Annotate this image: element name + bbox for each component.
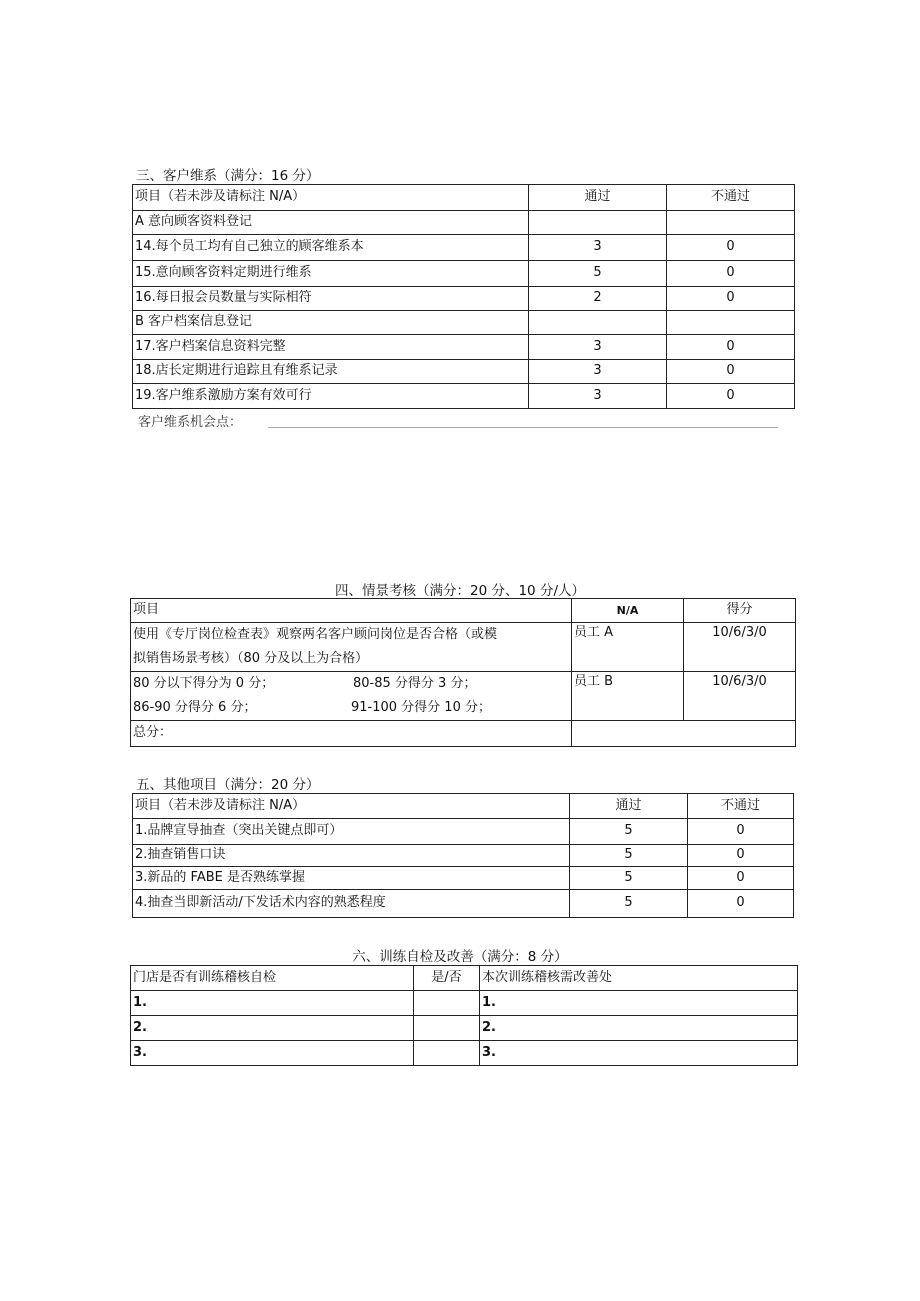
- section3-title: 三、客户维系（满分：16 分）: [136, 168, 320, 184]
- table-header-row: [131, 599, 796, 623]
- header-pass: 通过: [529, 185, 667, 211]
- table-row: [131, 672, 796, 721]
- row-fail: 0: [667, 287, 795, 311]
- table-row: [133, 235, 795, 261]
- row-item: 2.抽查销售口诀: [133, 845, 570, 867]
- row-pass: 5: [570, 819, 688, 845]
- table-row: [133, 360, 795, 384]
- improve-item[interactable]: 1.: [480, 991, 798, 1016]
- opportunity-label: 客户维系机会点：: [138, 415, 243, 430]
- yesno-cell[interactable]: [414, 1041, 480, 1066]
- group-b-label: B 客户档案信息登记: [133, 311, 529, 335]
- header-check: 门店是否有训练稽核自检: [131, 966, 414, 991]
- row-pass: 3: [529, 384, 667, 409]
- table-row: [131, 623, 796, 672]
- row-item: 19.客户维系激励方案有效可行: [133, 384, 529, 409]
- improve-item[interactable]: 3.: [480, 1041, 798, 1066]
- group-a-label: A 意向顾客资料登记: [133, 211, 529, 235]
- header-improve: 本次训练稽核需改善处: [480, 966, 798, 991]
- employee-b-score: 10/6/3/0: [684, 672, 796, 721]
- row-pass: 3: [529, 335, 667, 360]
- row-item: 16.每日报会员数量与实际相符: [133, 287, 529, 311]
- section6-table: [130, 965, 798, 1066]
- row-fail: 0: [667, 384, 795, 409]
- table-row: [133, 335, 795, 360]
- table-row: [133, 890, 794, 918]
- scenario-description: [131, 623, 572, 672]
- header-item: 项目（若未涉及请标注 N/A）: [133, 185, 529, 211]
- section3-table: [132, 184, 795, 409]
- row-fail: 0: [667, 360, 795, 384]
- row-fail: 0: [688, 890, 794, 918]
- row-fail: 0: [667, 335, 795, 360]
- employee-a-score: 10/6/3/0: [684, 623, 796, 672]
- total-row: [131, 721, 796, 747]
- section5-table: [132, 793, 794, 918]
- header-pass: 通过: [570, 794, 688, 819]
- row-item: 4.抽查当即新活动/下发话术内容的熟悉程度: [133, 890, 570, 918]
- group-row: [133, 211, 795, 235]
- header-na: N/A: [572, 599, 684, 623]
- check-item[interactable]: 3.: [131, 1041, 414, 1066]
- row-pass: 5: [529, 261, 667, 287]
- row-fail: 0: [667, 261, 795, 287]
- section5-title: 五、其他项目（满分：20 分）: [136, 777, 320, 793]
- row-pass: 5: [570, 890, 688, 918]
- table-header-row: [133, 185, 795, 211]
- improve-item[interactable]: 2.: [480, 1016, 798, 1041]
- yesno-cell[interactable]: [414, 991, 480, 1016]
- opportunity-input-line[interactable]: [268, 427, 778, 428]
- description-line-1: 使用《专厅岗位检查表》观察两名客户顾问岗位是否合格（或模: [133, 627, 498, 642]
- header-fail: 不通过: [688, 794, 794, 819]
- row-fail: 0: [688, 845, 794, 867]
- table-header-row: [133, 794, 794, 819]
- rule-4: 91-100 分得分 10 分；: [351, 700, 491, 715]
- total-label: 总分：: [131, 721, 572, 747]
- table-row: [131, 1016, 798, 1041]
- row-fail: 0: [688, 867, 794, 890]
- row-item: 3.新品的 FABE 是否熟练掌握: [133, 867, 570, 890]
- rule-2: 80-85 分得分 3 分；: [353, 676, 477, 691]
- check-item[interactable]: 2.: [131, 1016, 414, 1041]
- employee-a-label: 员工 A: [572, 623, 684, 672]
- header-fail: 不通过: [667, 185, 795, 211]
- row-item: 18.店长定期进行追踪且有维系记录: [133, 360, 529, 384]
- row-pass: 5: [570, 867, 688, 890]
- scoring-rules: [131, 672, 572, 721]
- total-value[interactable]: [572, 721, 796, 747]
- row-pass: 3: [529, 235, 667, 261]
- row-item: 17.客户档案信息资料完整: [133, 335, 529, 360]
- header-yesno: 是/否: [414, 966, 480, 991]
- row-pass: 2: [529, 287, 667, 311]
- row-item: 15.意向顾客资料定期进行维系: [133, 261, 529, 287]
- table-row: [131, 991, 798, 1016]
- yesno-cell[interactable]: [414, 1016, 480, 1041]
- table-row: [133, 384, 795, 409]
- table-row: [131, 1041, 798, 1066]
- row-pass: 3: [529, 360, 667, 384]
- section4-table: [130, 598, 796, 747]
- employee-b-label: 员工 B: [572, 672, 684, 721]
- section6-title: 六、训练自检及改善（满分：8 分）: [352, 949, 568, 965]
- group-row: [133, 311, 795, 335]
- header-score: 得分: [684, 599, 796, 623]
- check-item[interactable]: 1.: [131, 991, 414, 1016]
- row-fail: 0: [688, 819, 794, 845]
- table-row: [133, 819, 794, 845]
- description-line-2: 拟销售场景考核）（80 分及以上为合格）: [133, 651, 369, 666]
- row-fail: 0: [667, 235, 795, 261]
- header-item: 项目: [131, 599, 572, 623]
- table-header-row: [131, 966, 798, 991]
- header-item: 项目（若未涉及请标注 N/A）: [133, 794, 570, 819]
- rule-3: 86-90 分得分 6 分；: [133, 700, 257, 715]
- table-row: [133, 867, 794, 890]
- row-item: 14.每个员工均有自己独立的顾客维系本: [133, 235, 529, 261]
- row-pass: 5: [570, 845, 688, 867]
- table-row: [133, 845, 794, 867]
- table-row: [133, 261, 795, 287]
- row-item: 1.品牌宣导抽查（突出关键点即可）: [133, 819, 570, 845]
- section4-title: 四、情景考核（满分：20 分、10 分/人）: [335, 583, 585, 599]
- rule-1: 80 分以下得分为 0 分；: [133, 676, 275, 691]
- table-row: [133, 287, 795, 311]
